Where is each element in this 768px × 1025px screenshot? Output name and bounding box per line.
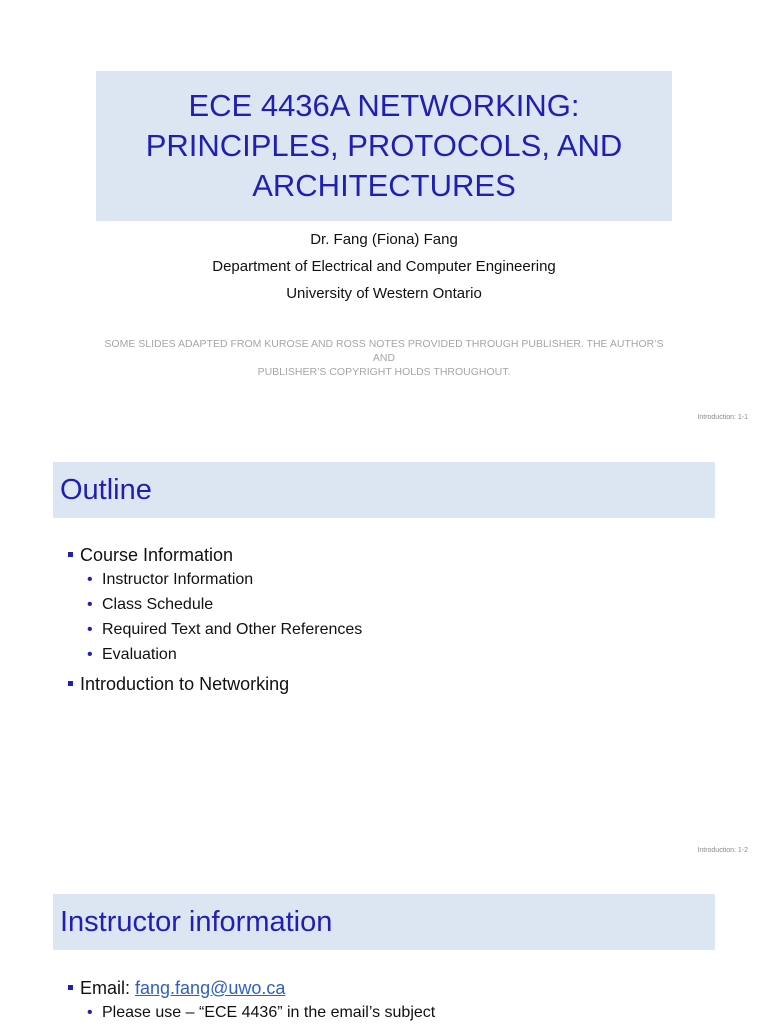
bullet-item: Course Information [68,543,362,567]
author-name: Dr. Fang (Fiona) Fang [310,231,458,248]
bullet-list [68,543,362,696]
slide-number: Introduction: 1-1 [697,414,748,421]
email-label: Email: [80,978,136,998]
title-line-3: ARCHITECTURES [252,168,516,203]
outline-slide [0,440,768,870]
title-line-1: ECE 4436A NETWORKING: [188,88,580,123]
university: University of Western Ontario [286,285,482,302]
sub-bullet-item: • Required Text and Other References [68,617,362,642]
bullet-item: Introduction to Networking [68,672,362,696]
sub-bullet-item: • Evaluation [68,642,362,667]
slide-number: Introduction: 1-2 [697,847,748,854]
sub-bullet-item: • Instructor Information [68,567,362,592]
slide-title-box [96,71,672,221]
section-title: Instructor information [60,905,333,938]
instructor-slide [0,870,768,1024]
email-bullet [68,976,435,1000]
bullet-list [68,976,435,1025]
department: Department of Electrical and Computer Engineering [212,258,556,275]
section-title-bar [53,462,715,518]
copyright-notice [96,337,672,379]
title-line-2: PRINCIPLES, PROTOCOLS, AND [145,128,623,163]
notice-line-2: PUBLISHER’S COPYRIGHT HOLDS THROUGHOUT. [257,366,511,378]
section-title: Outline [60,473,152,506]
title-slide [0,0,768,440]
notice-line-1: SOME SLIDES ADAPTED FROM KUROSE AND ROSS NOTES PROVIDED THROUGH PUBLISHER. THE AUTHOR’S AND [104,338,664,364]
sub-bullet-item: • Class Schedule [68,592,362,617]
email-link[interactable]: fang.fang@uwo.ca [135,978,286,998]
section-title-bar [53,894,715,950]
sub-bullet-item: • Please use – “ECE 4436” in the email’s subject [68,1000,435,1025]
